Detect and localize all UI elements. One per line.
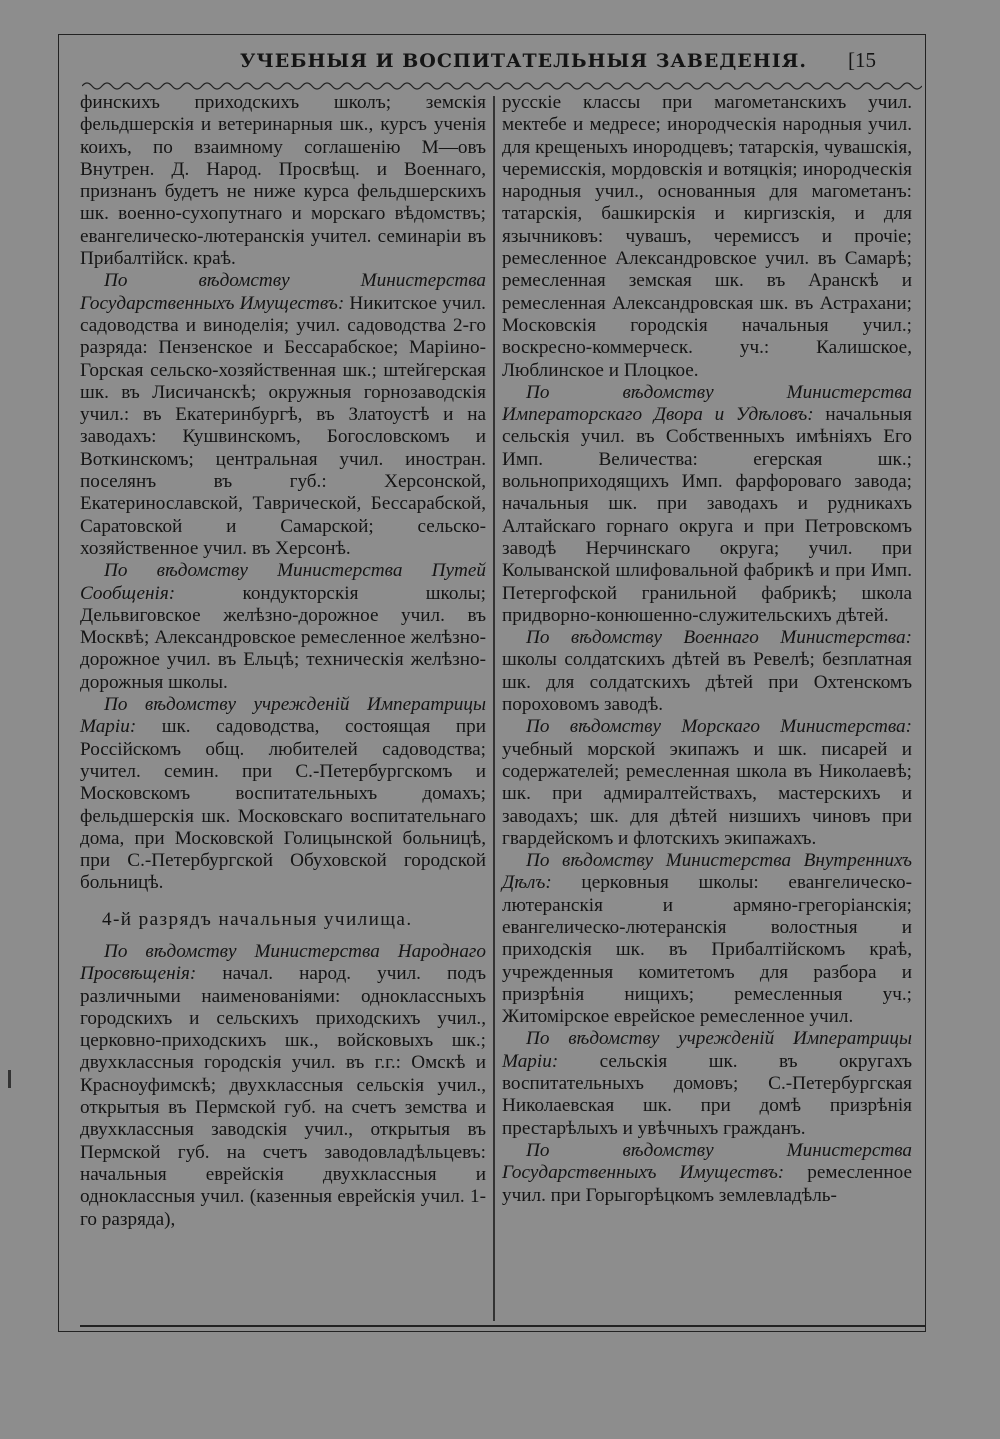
department-heading: По вѣдомству Министерства Внутреннихъ Дѣлъ: xyxy=(502,850,912,894)
left-column xyxy=(80,92,486,1231)
left-paragraph-2 xyxy=(80,270,486,560)
left-paragraph-4 xyxy=(80,694,486,895)
department-heading: По вѣдомству Военнаго Министерства: xyxy=(526,627,912,649)
department-heading: По вѣдомству Министерства Императорскаго Двора и Удѣловъ: xyxy=(502,381,912,426)
section-heading: 4-й разрядъ начальныя училища. xyxy=(102,908,413,930)
paragraph-text: церковныя школы: евангелическо-лютеранскія и армяно-грегоріанскія; евангелическо-лютеранскія волостныя и приходскія шк. въ Прибалтійскомъ краѣ, учрежденныя комитетомъ для разбора и призрѣнія нищихъ; ремесленныя уч.; Житомірское еврейское ремесленное учил. xyxy=(502,872,912,1028)
right-paragraph-1: русскіе классы при магометанскихъ учил. мектебе и медресе; инородческія народныя учил. для крещеныхъ инородцевъ; татарскія, чувашскія, черемисскія, мордовскія и вотяцкія; инородческія народныя учил., основанныя для магометанъ: татарскія, башкирскія и киргизскія, и для язычниковъ: чувашъ, черемиссъ и прочіе; ремесленное Александровское учил. въ Самарѣ; ремесленная земская шк. въ Аранскѣ и ремесленная Александровская шк. въ Астрахани; Московскія городскія начальныя учил.; воскресно-коммерческ. уч.: Калишское, Люблинское и Плоцкое. xyxy=(502,92,912,381)
paragraph-text: кондукторскія школы; Дельвиговское желѣзно-дорожное учил. въ Москвѣ; Александровское ремесленное желѣзно-дорожное учил. въ Ельцѣ; техническія желѣзно-дорожныя школы. xyxy=(80,582,486,693)
paragraph-text: ремесленное учил. при Горыгорѣцкомъ землевладѣль- xyxy=(502,1162,912,1206)
left-paragraph-1: финскихъ приходскихъ школъ; земскія фельдшерскія и ветеринарныя шк., курсъ ученія коихъ, по взаимному соглашенію М—овъ Внутрен. Д. Народ. Просвѣщ. и Военнаго, признанъ будетъ не ниже курса фельдшерскихъ шк. военно-сухопутнаго и морскаго вѣдомствъ; евангелическо-лютеранскія учител. семинаріи въ Прибалтійск. краѣ. xyxy=(80,92,486,270)
department-heading: По вѣдомству Министерства Народнаго Просвѣщенія: xyxy=(80,940,486,985)
margin-mark xyxy=(8,1070,11,1088)
paragraph-text: начал. народ. учил. подъ различными наименованіями: одноклассныхъ городскихъ и сельскихъ приходскихъ учил., церковно-приходскихъ шк., войсковыхъ шк.; двухклассныя городскія учил. въ г.г.: Омскѣ и Красноуфимскѣ; двухклассныя сельскія учил., открытыя въ Пермской губ. на счетъ земства и двухклассныя заводскія учил., открытыя въ Пермской губ. на счетъ заводовладѣльцевъ: начальныя еврейскія двухклассныя и одноклассныя учил. (казенныя еврейскія учил. 1-го разряда), xyxy=(80,963,486,1230)
right-column xyxy=(502,92,912,1207)
department-heading: По вѣдомству учрежденій Императрицы Маріи: xyxy=(80,694,486,738)
right-paragraph-6 xyxy=(502,1028,912,1139)
running-header xyxy=(80,44,920,78)
column-divider xyxy=(493,96,495,1321)
department-heading: По вѣдомству учрежденій Императрицы Маріи: xyxy=(502,1028,912,1072)
paragraph-text: сельскія шк. въ округахъ воспитательныхъ домовъ; С.-Петербургская Николаевская шк. при домѣ призрѣнія престарѣлыхъ и увѣчныхъ гражданъ. xyxy=(502,1050,912,1139)
right-paragraph-2 xyxy=(502,382,912,627)
paragraph-text: учебный морской экипажъ и шк. писарей и содержателей; ремесленная школа въ Николаевѣ; шк. при адмиралтействахъ, мастерскихъ и заводахъ; шк. для дѣтей низшихъ чиновъ при гвардейскомъ и флотскихъ экипажахъ. xyxy=(502,738,912,849)
department-heading: По вѣдомству Министерства Государственныхъ Имуществъ: xyxy=(502,1139,912,1184)
paragraph-text: школы солдатскихъ дѣтей въ Ревелѣ; безплатная шк. для солдатскихъ дѣтей при Охтенскомъ пороховомъ заводѣ. xyxy=(502,649,912,716)
left-paragraph-5 xyxy=(80,941,486,1231)
paragraph-text: Никитское учил. садоводства и виноделія; учил. садоводства 2-го разряда: Пензенское и Бессарабское; Маріино-Горская сельско-хозяйственная шк.; штейгерская шк. въ Лисичанскѣ; окружныя горнозаводскія учил.: въ Екатеринбургѣ, въ Златоустѣ и на заводахъ: Кушвинскомъ, Богословскомъ и Воткинскомъ; центральная учил. иностран. поселянъ въ губ.: Херсонской, Екатеринославской, Таврической, Бессарабской, Саратовской и Самарской; сельско-хозяйственное учил. въ Херсонѣ. xyxy=(80,292,486,559)
right-paragraph-4 xyxy=(502,716,912,850)
right-paragraph-5 xyxy=(502,850,912,1028)
paragraph-text: начальныя сельскія учил. въ Собственныхъ имѣніяхъ Его Имп. Величества: егерская шк.; вольноприходящихъ Имп. фарфороваго завода; начальныя шк. при заводахъ и рудникахъ Алтайскаго горнаго округа и при Петровскомъ заводѣ Нерчинскаго округа; учил. при Колыванской шлифовальной фабрикѣ и при Имп. Петергофской гранильной фабрикѣ; школа придворно-конюшенно-служительскихъ дѣтей. xyxy=(502,404,912,626)
department-heading: По вѣдомству Морскаго Министерства: xyxy=(526,716,912,738)
page-number: [15 xyxy=(848,48,876,72)
department-heading: По вѣдомству Министерства Государственныхъ Имуществъ: xyxy=(80,270,486,314)
right-paragraph-3 xyxy=(502,627,912,716)
bottom-rule xyxy=(80,1325,926,1327)
header-title: УЧЕБНЫЯ И ВОСПИТАТЕЛЬНЫЯ ЗАВЕДЕНІЯ. xyxy=(240,50,807,72)
right-paragraph-7 xyxy=(502,1140,912,1207)
paragraph-text: шк. садоводства, состоящая при Россійскомъ общ. любителей садоводства; учител. семин. при С.-Петербургскомъ и Московскомъ воспитательныхъ домахъ; фельдшерскія шк. Московскаго воспитательнаго дома, при Московской Голицынской больницѣ, при С.-Петербургской Обуховской городской больницѣ. xyxy=(80,716,486,894)
left-paragraph-3 xyxy=(80,560,486,694)
department-heading: По вѣдомству Министерства Путей Сообщенія: xyxy=(80,560,486,604)
